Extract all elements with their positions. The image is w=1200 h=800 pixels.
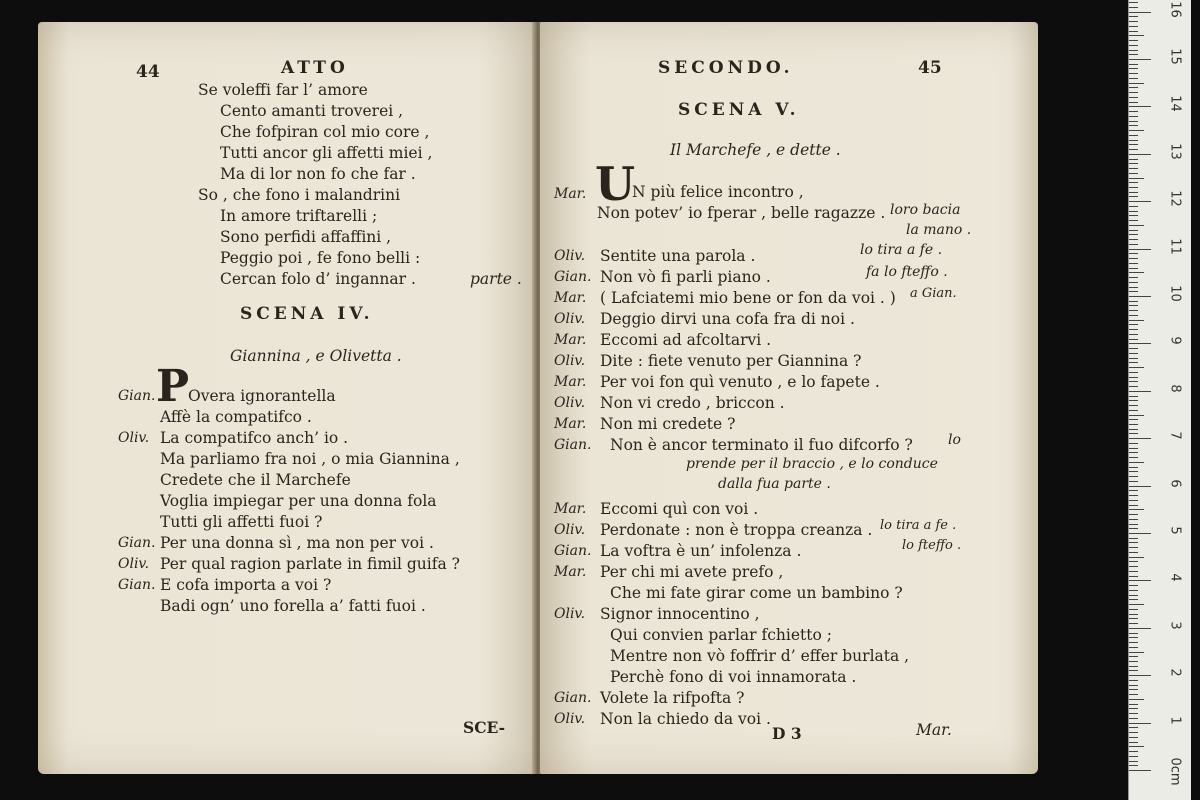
ruler-tick bbox=[1129, 178, 1144, 179]
ruler-tick bbox=[1129, 637, 1138, 638]
ruler-tick bbox=[1129, 585, 1138, 586]
ruler-tick bbox=[1129, 410, 1138, 411]
ruler-tick bbox=[1129, 206, 1138, 207]
ruler-number: 4 bbox=[1167, 573, 1183, 583]
speaker: Gian. bbox=[554, 269, 592, 285]
ruler-tick bbox=[1129, 770, 1151, 771]
ruler-tick bbox=[1129, 182, 1138, 183]
ruler-tick bbox=[1129, 689, 1138, 690]
stage-direction: la mano . bbox=[906, 222, 972, 238]
scene-title: SCENA IV. bbox=[240, 304, 374, 324]
ruler-tick bbox=[1129, 26, 1138, 27]
ruler-tick bbox=[1129, 623, 1138, 624]
ruler-tick bbox=[1129, 263, 1138, 264]
dialogue-line: Deggio dirvi una cofa fra di noi . bbox=[600, 310, 855, 328]
ruler-tick bbox=[1129, 305, 1138, 306]
ruler-tick bbox=[1129, 746, 1144, 747]
stage-direction: fa lo fteffo . bbox=[866, 264, 948, 280]
speaker: Mar. bbox=[554, 186, 587, 202]
dialogue-line: Ma parliamo fra noi , o mia Giannina , bbox=[160, 450, 460, 468]
dialogue-line: Non vò fi parli piano . bbox=[600, 268, 771, 286]
speaker: Oliv. bbox=[554, 353, 586, 369]
ruler-tick bbox=[1129, 765, 1138, 766]
ruler-tick bbox=[1129, 599, 1138, 600]
page-number: 44 bbox=[136, 62, 160, 82]
ruler-number: 6 bbox=[1167, 478, 1183, 488]
ruler-tick bbox=[1129, 291, 1138, 292]
ruler-tick bbox=[1129, 54, 1138, 55]
ruler-number: 11 bbox=[1167, 237, 1183, 255]
ruler-tick bbox=[1129, 561, 1138, 562]
ruler-tick bbox=[1129, 211, 1138, 212]
ruler-tick bbox=[1129, 154, 1151, 155]
ruler-tick bbox=[1129, 244, 1138, 245]
dialogue-line: Non la chiedo da voi . bbox=[600, 710, 771, 728]
ruler-tick bbox=[1129, 343, 1151, 344]
ruler-tick bbox=[1129, 519, 1138, 520]
dialogue-line: Dite : fiete venuto per Giannina ? bbox=[600, 352, 862, 370]
verse-line: Cento amanti troverei , bbox=[220, 102, 404, 120]
ruler-tick bbox=[1129, 566, 1138, 567]
ruler-tick bbox=[1129, 429, 1138, 430]
ruler-tick bbox=[1129, 419, 1138, 420]
ruler-tick bbox=[1129, 647, 1138, 648]
speaker: Oliv. bbox=[118, 556, 150, 572]
dialogue-line: La voftra è un’ infolenza . bbox=[600, 542, 802, 560]
ruler-tick bbox=[1129, 476, 1138, 477]
ruler-tick bbox=[1129, 680, 1138, 681]
stage-direction: lo tira a fe . bbox=[880, 518, 957, 533]
ruler-tick bbox=[1129, 609, 1138, 610]
ruler-number: 7 bbox=[1167, 431, 1183, 440]
ruler-tick bbox=[1129, 642, 1138, 643]
ruler-tick bbox=[1129, 367, 1144, 368]
ruler-tick bbox=[1129, 542, 1138, 543]
ruler-tick bbox=[1129, 713, 1138, 714]
ruler-tick bbox=[1129, 234, 1138, 235]
verse-line: In amore triftarelli ; bbox=[220, 207, 378, 225]
stage-direction: lo bbox=[948, 432, 961, 448]
ruler-tick bbox=[1129, 64, 1138, 65]
ruler-tick bbox=[1129, 339, 1138, 340]
ruler-tick bbox=[1129, 528, 1138, 529]
ruler-tick bbox=[1129, 471, 1138, 472]
ruler-tick bbox=[1129, 268, 1138, 269]
ruler-tick bbox=[1129, 12, 1151, 13]
ruler-tick bbox=[1129, 737, 1138, 738]
dialogue-line: Eccomi ad afcoltarvi . bbox=[600, 331, 772, 349]
ruler-tick bbox=[1129, 386, 1138, 387]
stage-direction: parte . bbox=[470, 270, 522, 288]
ruler-tick bbox=[1129, 149, 1138, 150]
stage-direction: dalla fua parte . bbox=[718, 476, 831, 492]
ruler-tick bbox=[1129, 272, 1144, 273]
ruler-tick bbox=[1129, 310, 1138, 311]
scene-characters: Giannina , e Olivetta . bbox=[230, 347, 402, 365]
ruler-tick bbox=[1129, 329, 1138, 330]
speaker: Gian. bbox=[118, 535, 156, 551]
ruler-tick bbox=[1129, 723, 1151, 724]
ruler-tick bbox=[1129, 576, 1138, 577]
ruler-tick bbox=[1129, 21, 1138, 22]
verse-line: Tutti ancor gli affetti miei , bbox=[220, 144, 433, 162]
ruler-tick bbox=[1129, 381, 1138, 382]
speaker: Gian. bbox=[118, 388, 156, 404]
dialogue-line: Perdonate : non è troppa creanza . bbox=[600, 521, 873, 539]
ruler-tick bbox=[1129, 694, 1138, 695]
dialogue-line: Non vi credo , briccon . bbox=[600, 394, 785, 412]
speaker: Oliv. bbox=[554, 248, 586, 264]
right-page bbox=[540, 22, 1038, 774]
verse-line: So , che fono i malandrini bbox=[198, 186, 401, 204]
speaker: Mar. bbox=[554, 374, 587, 390]
ruler-tick bbox=[1129, 87, 1138, 88]
ruler-tick bbox=[1129, 116, 1138, 117]
dialogue-line: Per voi fon quì venuto , e lo fapete . bbox=[600, 373, 880, 391]
speaker: Mar. bbox=[554, 564, 587, 580]
ruler-tick bbox=[1129, 666, 1138, 667]
ruler-tick bbox=[1129, 102, 1138, 103]
ruler-tick bbox=[1129, 457, 1138, 458]
stage-direction: prende per il braccio , e lo conduce bbox=[686, 456, 938, 472]
dialogue-line: Sentite una parola . bbox=[600, 247, 756, 265]
ruler-number: 12 bbox=[1167, 190, 1183, 207]
ruler-tick bbox=[1129, 196, 1138, 197]
dialogue-line: Non è ancor terminato il fuo difcorfo ? bbox=[610, 436, 913, 454]
ruler-tick bbox=[1129, 400, 1138, 401]
speaker: Oliv. bbox=[554, 606, 586, 622]
ruler-tick bbox=[1129, 433, 1138, 434]
dialogue-line: N più felice incontro , bbox=[632, 183, 804, 201]
open-book bbox=[38, 22, 1038, 780]
ruler-tick bbox=[1129, 462, 1144, 463]
ruler-tick bbox=[1129, 111, 1138, 112]
ruler-tick bbox=[1129, 424, 1138, 425]
dialogue-line: Eccomi quì con voi . bbox=[600, 500, 759, 518]
dialogue-line: Che mi fate girar come un bambino ? bbox=[610, 584, 903, 602]
ruler-tick bbox=[1129, 16, 1138, 17]
ruler-tick bbox=[1129, 192, 1138, 193]
ruler-tick bbox=[1129, 73, 1138, 74]
page-number: 45 bbox=[918, 58, 942, 78]
dialogue-line: ( Lafciatemi mio bene or fon da voi . ) bbox=[600, 289, 896, 307]
ruler-tick bbox=[1129, 533, 1151, 534]
ruler-tick bbox=[1129, 50, 1138, 51]
ruler-tick bbox=[1129, 353, 1138, 354]
ruler-tick bbox=[1129, 415, 1144, 416]
ruler-tick bbox=[1129, 580, 1151, 581]
speaker: Mar. bbox=[554, 290, 587, 306]
ruler-tick bbox=[1129, 372, 1138, 373]
ruler-tick bbox=[1129, 742, 1138, 743]
ruler-tick bbox=[1129, 538, 1138, 539]
ruler-tick bbox=[1129, 315, 1138, 316]
ruler-tick bbox=[1129, 92, 1138, 93]
speaker: Gian. bbox=[118, 577, 156, 593]
ruler-tick bbox=[1129, 35, 1144, 36]
ruler-number: 3 bbox=[1167, 621, 1183, 630]
ruler-number: 10 bbox=[1167, 285, 1183, 302]
dialogue-line: La compatifco anch’ io . bbox=[160, 429, 349, 447]
dialogue-line: Perchè fono di voi innamorata . bbox=[610, 668, 857, 686]
ruler-tick bbox=[1129, 604, 1144, 605]
ruler-tick bbox=[1129, 448, 1138, 449]
verse-line: Cercan folo d’ ingannar . bbox=[220, 270, 416, 288]
ruler-tick bbox=[1129, 277, 1138, 278]
ruler-tick bbox=[1129, 220, 1138, 221]
stage-direction: lo fteffo . bbox=[902, 538, 962, 553]
ruler-tick bbox=[1129, 2, 1138, 3]
verse-line: Sono perfidi affaffini , bbox=[220, 228, 392, 246]
ruler-tick bbox=[1129, 405, 1138, 406]
stage-direction: a Gian. bbox=[910, 286, 957, 301]
speaker: Gian. bbox=[554, 690, 592, 706]
ruler-tick bbox=[1129, 524, 1138, 525]
ruler-tick bbox=[1129, 258, 1138, 259]
ruler-tick bbox=[1129, 253, 1138, 254]
signature-mark: D 3 bbox=[772, 724, 802, 743]
ruler-tick bbox=[1129, 301, 1138, 302]
ruler-tick bbox=[1129, 443, 1138, 444]
ruler-tick bbox=[1129, 656, 1138, 657]
ruler-tick bbox=[1129, 552, 1138, 553]
scene-characters: Il Marchefe , e dette . bbox=[670, 141, 841, 159]
ruler-tick bbox=[1129, 121, 1138, 122]
ruler-tick bbox=[1129, 652, 1144, 653]
ruler-tick bbox=[1129, 230, 1138, 231]
ruler-tick bbox=[1129, 751, 1138, 752]
ruler-tick bbox=[1129, 547, 1138, 548]
ruler-tick bbox=[1129, 348, 1138, 349]
dialogue-line: Non potev’ io fperar , belle ragazze . bbox=[597, 204, 886, 222]
ruler-tick bbox=[1129, 490, 1138, 491]
ruler-tick bbox=[1129, 68, 1138, 69]
ruler-number: 8 bbox=[1167, 384, 1183, 393]
ruler-tick bbox=[1129, 391, 1151, 392]
ruler-tick bbox=[1129, 135, 1138, 136]
drop-cap: P bbox=[156, 361, 190, 412]
speaker: Oliv. bbox=[554, 311, 586, 327]
ruler-tick bbox=[1129, 7, 1138, 8]
dialogue-line: E cofa importa a voi ? bbox=[160, 576, 332, 594]
dialogue-line: Per qual ragion parlate in fimil guifa ? bbox=[160, 555, 460, 573]
dialogue-line: Volete la rifpofta ? bbox=[600, 689, 745, 707]
ruler-tick bbox=[1129, 168, 1138, 169]
ruler-tick bbox=[1129, 140, 1138, 141]
ruler-tick bbox=[1129, 125, 1138, 126]
ruler-number: 5 bbox=[1167, 526, 1183, 535]
ruler-number: 14 bbox=[1167, 95, 1183, 113]
ruler-tick bbox=[1129, 59, 1151, 60]
ruler-number: 0cm bbox=[1167, 757, 1183, 786]
ruler-tick bbox=[1129, 761, 1138, 762]
dialogue-line: Voglia impiegar per una donna fola bbox=[160, 492, 437, 510]
ruler-tick bbox=[1129, 144, 1138, 145]
ruler-tick bbox=[1129, 78, 1138, 79]
ruler-tick bbox=[1129, 334, 1138, 335]
ruler-tick bbox=[1129, 31, 1138, 32]
ruler-number: 1 bbox=[1167, 715, 1183, 725]
ruler-tick bbox=[1129, 718, 1138, 719]
ruler-tick bbox=[1129, 708, 1138, 709]
ruler-tick bbox=[1129, 377, 1138, 378]
speaker: Oliv. bbox=[118, 430, 150, 446]
speaker: Oliv. bbox=[554, 395, 586, 411]
ruler-tick bbox=[1129, 614, 1138, 615]
speaker: Gian. bbox=[554, 543, 592, 559]
ruler-tick bbox=[1129, 486, 1151, 487]
ruler-tick bbox=[1129, 215, 1138, 216]
running-head: SECONDO. bbox=[658, 58, 794, 78]
ruler-tick bbox=[1129, 159, 1138, 160]
ruler-tick bbox=[1129, 618, 1138, 619]
ruler-tick bbox=[1129, 163, 1138, 164]
dialogue-line: Badi ogn’ uno forella a’ fatti fuoi . bbox=[160, 597, 426, 615]
ruler-tick bbox=[1129, 675, 1151, 676]
ruler-tick bbox=[1129, 756, 1138, 757]
ruler-tick bbox=[1129, 396, 1138, 397]
ruler-tick bbox=[1129, 704, 1138, 705]
dialogue-line: Per chi mi avete prefo , bbox=[600, 563, 784, 581]
ruler-tick bbox=[1129, 287, 1138, 288]
ruler-tick bbox=[1129, 699, 1144, 700]
ruler-tick bbox=[1129, 249, 1151, 250]
ruler-number: 9 bbox=[1167, 336, 1183, 346]
ruler-tick bbox=[1129, 106, 1151, 107]
ruler-tick bbox=[1129, 438, 1151, 439]
left-page bbox=[38, 22, 536, 774]
ruler-tick bbox=[1129, 495, 1138, 496]
ruler-tick bbox=[1129, 97, 1138, 98]
ruler-tick bbox=[1129, 633, 1138, 634]
ruler-tick bbox=[1129, 45, 1138, 46]
ruler-tick bbox=[1129, 296, 1151, 297]
ruler-tick bbox=[1129, 40, 1138, 41]
ruler-tick bbox=[1129, 661, 1138, 662]
stage-direction: lo tira a fe . bbox=[860, 242, 943, 258]
ruler-tick bbox=[1129, 481, 1138, 482]
dialogue-line: Affè la compatifco . bbox=[160, 408, 312, 426]
ruler-tick bbox=[1129, 282, 1138, 283]
verse-line: Che fofpiran col mio core , bbox=[220, 123, 430, 141]
verse-line: Se voleffi far l’ amore bbox=[198, 81, 368, 99]
ruler-number: 16 bbox=[1167, 0, 1183, 18]
ruler-tick bbox=[1129, 685, 1138, 686]
drop-cap: U bbox=[595, 157, 636, 211]
ruler-number: 13 bbox=[1167, 143, 1183, 160]
verse-line: Peggio poi , fe fono belli : bbox=[220, 249, 421, 267]
ruler-tick bbox=[1129, 727, 1138, 728]
speaker: Mar. bbox=[554, 332, 587, 348]
ruler-tick bbox=[1129, 595, 1138, 596]
ruler-tick bbox=[1129, 571, 1138, 572]
ruler-tick bbox=[1129, 358, 1138, 359]
catchword: SCE- bbox=[463, 718, 506, 737]
ruler-tick bbox=[1129, 670, 1138, 671]
speaker: Mar. bbox=[554, 501, 587, 517]
ruler-tick bbox=[1129, 225, 1144, 226]
ruler-tick bbox=[1129, 505, 1138, 506]
dialogue-line: Tutti gli affetti fuoi ? bbox=[160, 513, 323, 531]
ruler-tick bbox=[1129, 362, 1138, 363]
speaker: Oliv. bbox=[554, 522, 586, 538]
dialogue-line: Mentre non vò foffrir d’ effer burlata , bbox=[610, 647, 910, 665]
dialogue-line: Qui convien parlar fchietto ; bbox=[610, 626, 832, 644]
ruler-tick bbox=[1129, 239, 1138, 240]
stage-direction: loro bacia bbox=[890, 202, 961, 218]
dialogue-line: Non mi credete ? bbox=[600, 415, 736, 433]
ruler-tick bbox=[1129, 500, 1138, 501]
ruler-tick bbox=[1129, 130, 1144, 131]
ruler-tick bbox=[1129, 201, 1151, 202]
ruler-tick bbox=[1129, 514, 1138, 515]
scene-title: SCENA V. bbox=[678, 100, 800, 120]
ruler-tick bbox=[1129, 320, 1144, 321]
ruler-tick bbox=[1129, 452, 1138, 453]
running-head: ATTO bbox=[281, 58, 349, 78]
ruler-tick bbox=[1129, 173, 1138, 174]
ruler-tick bbox=[1129, 590, 1138, 591]
speaker: Gian. bbox=[554, 437, 592, 453]
ruler-tick bbox=[1129, 557, 1144, 558]
measuring-ruler bbox=[1128, 0, 1191, 800]
ruler-tick bbox=[1129, 187, 1138, 188]
ruler-tick bbox=[1129, 628, 1151, 629]
catchword: Mar. bbox=[916, 721, 952, 739]
verse-line: Ma di lor non fo che far . bbox=[220, 165, 416, 183]
speaker: Mar. bbox=[554, 416, 587, 432]
ruler-tick bbox=[1129, 509, 1144, 510]
ruler-tick bbox=[1129, 732, 1138, 733]
dialogue-line: Overa ignorantella bbox=[188, 387, 336, 405]
ruler-number: 2 bbox=[1167, 668, 1183, 677]
ruler-number: 15 bbox=[1167, 48, 1183, 65]
ruler-tick bbox=[1129, 83, 1144, 84]
dialogue-line: Credete che il Marchefe bbox=[160, 471, 351, 489]
ruler-tick bbox=[1129, 324, 1138, 325]
dialogue-line: Signor innocentino , bbox=[600, 605, 760, 623]
ruler-tick bbox=[1129, 467, 1138, 468]
dialogue-line: Per una donna sì , ma non per voi . bbox=[160, 534, 434, 552]
speaker: Oliv. bbox=[554, 711, 586, 727]
